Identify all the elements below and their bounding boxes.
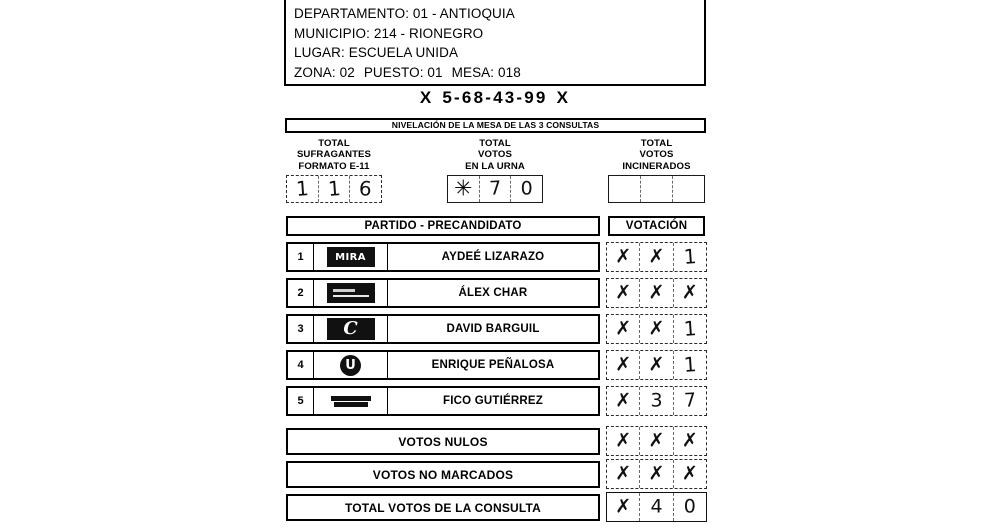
vote-cell[interactable] [640, 427, 673, 455]
zona-puesto-mesa-line [294, 63, 704, 83]
table-row[interactable] [286, 278, 600, 308]
handwritten-digit: ✗ [615, 317, 632, 340]
candidate-name: ÁLEX CHAR [458, 287, 528, 299]
handwritten-digit: ✗ [615, 429, 632, 452]
code-left-mark: X [419, 88, 434, 107]
vote-cell[interactable] [674, 351, 706, 379]
handwritten-digit: 1 [295, 176, 310, 202]
total-urna-caption-3: EN LA URNA [465, 160, 525, 172]
party-logo-cell [314, 244, 388, 270]
party-logo-cell [314, 352, 388, 378]
handwritten-digit: ✗ [615, 281, 632, 304]
nivelacion-banner: NIVELACIÓN DE LA MESA DE LAS 3 CONSULTAS [285, 118, 706, 133]
handwritten-digit: 1 [682, 244, 697, 269]
candidate-name: DAVID BARGUIL [446, 323, 540, 335]
handwritten-digit: 1 [682, 352, 697, 377]
handwritten-digit: 0 [520, 177, 533, 200]
u-logo-text: U [345, 357, 356, 373]
handwritten-digit: ✗ [615, 245, 632, 268]
partido-precandidato-header: PARTIDO - PRECANDIDATO [286, 216, 600, 236]
zona-value: ZONA: 02 [294, 64, 355, 80]
vote-cell[interactable] [674, 279, 706, 307]
vote-cell[interactable] [674, 315, 706, 343]
total-urna-group [447, 138, 543, 203]
total-votos-consulta-label: TOTAL VOTOS DE LA CONSULTA [344, 500, 542, 515]
handwritten-digit: ✗ [615, 353, 632, 376]
digit-cell[interactable] [480, 176, 512, 202]
cambio-radical-logo-icon [327, 283, 375, 303]
vote-box[interactable] [606, 242, 707, 272]
vote-cell[interactable] [674, 493, 706, 521]
digit-cell[interactable] [511, 176, 542, 202]
vote-cell[interactable] [674, 243, 706, 271]
vote-cell[interactable] [640, 315, 673, 343]
total-urna-caption-1: TOTAL [479, 138, 511, 149]
row-number: 3 [288, 316, 314, 342]
handwritten-digit: ✗ [681, 462, 698, 485]
row-number: 2 [288, 280, 314, 306]
vote-cell[interactable] [607, 427, 640, 455]
row-number: 4 [288, 352, 314, 378]
handwritten-digit: ✗ [648, 281, 665, 304]
vote-cell[interactable] [640, 243, 673, 271]
handwritten-digit: 1 [682, 316, 697, 341]
handwritten-digit: 7 [683, 389, 697, 412]
handwritten-digit: ✗ [648, 245, 665, 268]
digit-cell[interactable] [641, 176, 673, 202]
total-sufragantes-caption-3: FORMATO E-11 [298, 160, 370, 172]
handwritten-digit: ✗ [648, 462, 665, 485]
vote-box[interactable] [606, 459, 707, 489]
vote-cell[interactable] [607, 460, 640, 488]
row-number: 1 [288, 244, 314, 270]
vote-cell[interactable] [607, 315, 640, 343]
digit-cell[interactable] [319, 176, 351, 202]
municipio-line: MUNICIPIO: 214 - RIONEGRO [294, 25, 484, 41]
candidate-name: FICO GUTIÉRREZ [443, 395, 543, 407]
handwritten-digit: ✗ [681, 281, 698, 304]
party-logo-cell [314, 388, 388, 414]
form-code-line [284, 88, 706, 108]
vote-cell[interactable] [607, 243, 640, 271]
vote-box[interactable] [606, 350, 707, 380]
mira-logo-text: MIRA [335, 251, 366, 263]
vote-cell[interactable] [640, 460, 673, 488]
votos-no-marcados-label: VOTOS NO MARCADOS [372, 467, 514, 482]
handwritten-digit: 0 [683, 495, 696, 518]
code-right-mark: X [556, 88, 571, 107]
puesto-value: PUESTO: 01 [363, 64, 443, 80]
handwritten-digit: ✗ [615, 389, 632, 412]
handwritten-digit: 6 [358, 176, 373, 202]
conservador-logo-text: C [343, 318, 358, 339]
total-incinerados-caption-1: TOTAL [640, 138, 673, 149]
candidate-name: AYDEÉ LIZARAZO [441, 251, 545, 263]
handwritten-digit: ✗ [648, 353, 665, 376]
equipo-por-colombia-logo-icon [330, 394, 372, 409]
digit-cell[interactable] [673, 176, 704, 202]
total-sufragantes-caption-2: SUFRAGANTES [296, 149, 372, 161]
table-row[interactable] [286, 386, 600, 416]
digit-cell[interactable] [609, 176, 641, 202]
vote-cell[interactable] [640, 279, 673, 307]
conservador-c-logo-icon [327, 318, 375, 340]
vote-box[interactable] [606, 386, 707, 416]
partido-de-la-u-logo-icon [340, 355, 361, 376]
total-incinerados-box[interactable] [608, 175, 705, 203]
polling-station-header [284, 0, 706, 86]
total-sufragantes-group [286, 138, 382, 203]
vote-cell[interactable] [607, 387, 640, 415]
total-sufragantes-box[interactable] [286, 175, 382, 203]
vote-cell[interactable] [674, 427, 706, 455]
vote-box[interactable] [606, 278, 707, 308]
vote-cell[interactable] [674, 387, 706, 415]
handwritten-digit: ✗ [615, 495, 632, 518]
vote-box[interactable] [606, 314, 707, 344]
code-number: 5-68-43-99 [442, 88, 548, 107]
handwritten-digit: ✗ [615, 462, 632, 485]
handwritten-digit: 4 [650, 495, 663, 518]
mira-logo-icon [327, 247, 375, 267]
vote-cell[interactable] [607, 351, 640, 379]
handwritten-digit: ✗ [681, 429, 698, 452]
vote-cell[interactable] [640, 387, 673, 415]
departamento-line: DEPARTAMENTO: 01 - ANTIOQUIA [294, 6, 515, 21]
total-sufragantes-caption-1: TOTAL [318, 138, 350, 149]
vote-cell[interactable] [640, 493, 673, 521]
total-urna-box[interactable] [447, 175, 543, 203]
handwritten-digit: 7 [488, 177, 502, 201]
election-tally-form [284, 0, 706, 530]
vote-cell[interactable] [607, 493, 640, 521]
votacion-header: VOTACIÓN [608, 216, 705, 236]
handwritten-digit: ✗ [648, 429, 665, 452]
total-incinerados-group [608, 138, 705, 203]
total-votos-consulta-row [286, 494, 600, 521]
party-logo-cell [314, 316, 388, 342]
table-row[interactable] [286, 350, 600, 380]
handwritten-digit: 1 [326, 176, 342, 202]
table-row[interactable] [286, 242, 600, 272]
vote-cell[interactable] [607, 279, 640, 307]
table-row[interactable] [286, 314, 600, 344]
handwritten-digit: ✳ [454, 176, 473, 202]
lugar-line: LUGAR: ESCUELA UNIDA [294, 45, 459, 60]
total-incinerados-caption-2: VOTOS [639, 149, 674, 161]
vote-box[interactable] [606, 426, 707, 456]
digit-cell[interactable] [448, 176, 480, 202]
votos-nulos-row [286, 428, 600, 455]
party-logo-cell [314, 280, 388, 306]
digit-cell[interactable] [287, 176, 319, 202]
total-urna-caption-2: VOTOS [478, 149, 512, 161]
totals-section [284, 138, 706, 210]
votos-nulos-label: VOTOS NULOS [398, 434, 488, 449]
digit-cell[interactable] [350, 176, 381, 202]
votos-no-marcados-row [286, 461, 600, 488]
handwritten-digit: 3 [650, 389, 663, 412]
handwritten-digit: ✗ [648, 317, 665, 340]
candidate-name: ENRIQUE PEÑALOSA [431, 359, 555, 371]
row-number: 5 [288, 388, 314, 414]
vote-box[interactable] [606, 492, 707, 522]
vote-cell[interactable] [674, 460, 706, 488]
mesa-value: MESA: 018 [451, 64, 521, 80]
total-incinerados-caption-3: INCINERADOS [622, 160, 691, 172]
vote-cell[interactable] [640, 351, 673, 379]
